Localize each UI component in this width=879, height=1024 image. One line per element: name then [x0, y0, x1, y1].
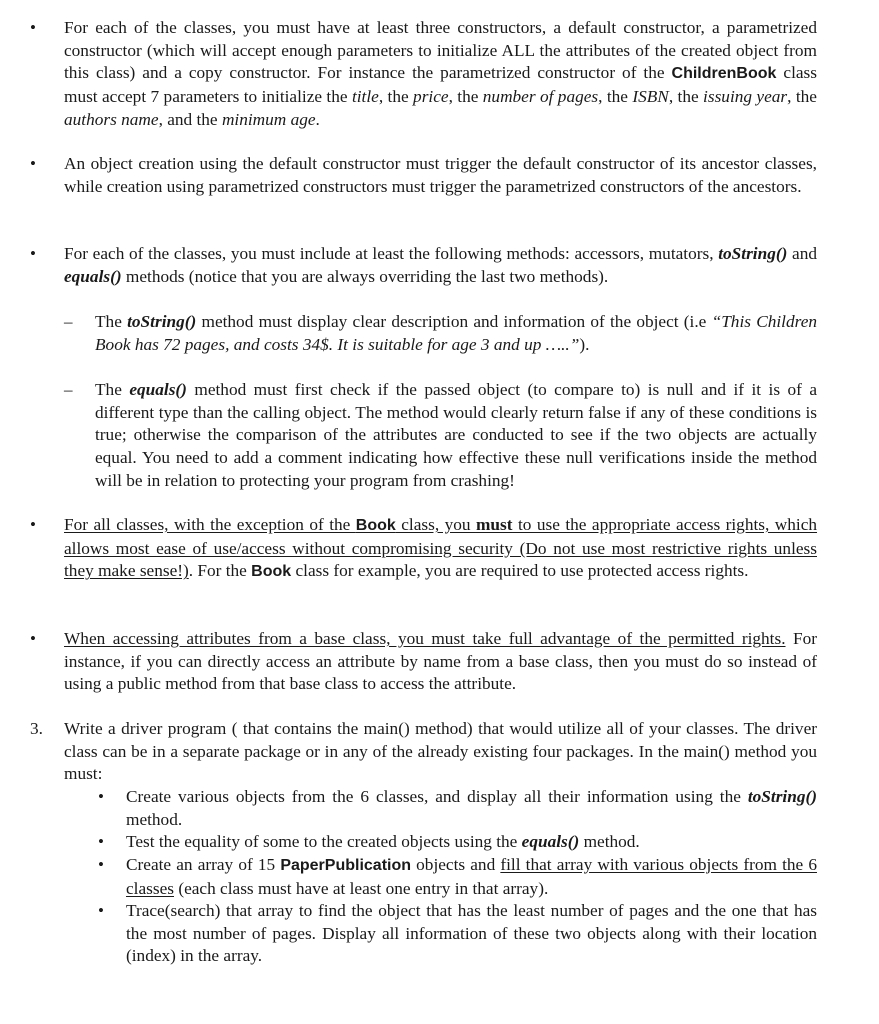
- attr-age: minimum age: [221, 109, 316, 129]
- driver-item-3-underlined: fill that array with various objects from the 6 classes: [126, 855, 817, 898]
- bullet-methods: •: [30, 244, 36, 263]
- attr-isbn: ISBN: [632, 87, 669, 107]
- tostring-paragraph: [95, 311, 817, 356]
- sep-5: , the: [787, 87, 817, 107]
- tostring-method-name-2: toString(): [127, 312, 197, 331]
- equals-text-2: method must first check if the passed object (to compare to) is null and if it is of a different type than the calling object. The method would clearly return false if any of these conditions is true; otherwise the comparison of the attributes are conducted to see if the two objects are actually equal. You need to add a comment indicating how effective these null verifications inside the method will be in relation to protecting your program from crashing!: [95, 380, 818, 490]
- driver-item-4: Trace(search) that array to find the object that has the least number of pages and the one that has the most number of pages. Display all information of these two objects along with their location (index) in the array.: [126, 901, 817, 966]
- driver-paragraph: Write a driver program ( that contains the main() method) that would utilize all of your classes. The driver class can be in a separate package or in any of the already existing four packages. In the main() method you must:: [64, 719, 817, 784]
- dash-tostring: –: [64, 312, 73, 331]
- methods-and: and: [787, 244, 818, 263]
- attr-author: authors name: [64, 109, 159, 129]
- access-text-5: class for example, you are required to use protected access rights.: [291, 561, 749, 581]
- book-class-name-2: Book: [251, 563, 292, 581]
- base-text-2: For instance, if you can directly access an attribute by name from a base class, then you must do so instead of using a public method from that base class to access the attribute.: [64, 629, 817, 694]
- sep-4: , the: [668, 87, 704, 107]
- access-text-2: class, you: [395, 515, 476, 534]
- item-number-3: 3.: [30, 719, 43, 738]
- tostring-end: ).: [579, 334, 590, 354]
- driver-item-3: [126, 854, 817, 900]
- attr-pages: number of pages: [482, 87, 599, 107]
- access-must: must: [475, 515, 513, 534]
- driver-item-3-text-2: objects and: [411, 855, 501, 874]
- driver-item-1: [126, 786, 817, 831]
- equals-text-1: The: [95, 380, 130, 399]
- base-text-1: When accessing attributes from a base class, you must take full advantage of the permitted rights.: [64, 629, 786, 648]
- tostring-method-name: toString(): [718, 244, 788, 263]
- sep-6: , and the: [158, 109, 222, 129]
- base-class-paragraph: [64, 628, 817, 696]
- equals-method-name: equals(): [64, 266, 122, 286]
- driver-item-1-text: Create various objects from the 6 classes, and display all their information using the: [126, 787, 748, 806]
- equals-method-name-2: equals(): [129, 380, 187, 399]
- bullet-access: •: [30, 515, 36, 534]
- bullet-base-class: •: [30, 629, 36, 648]
- driver-item-3-end: (each class must have at least one entry in that array).: [174, 878, 549, 898]
- childrenbook-class-name: ChildrenBook: [671, 65, 777, 83]
- attr-title: title: [351, 87, 379, 107]
- attr-price: price: [413, 87, 449, 107]
- bullet-driver-2: •: [98, 832, 104, 851]
- driver-equals: equals(): [521, 832, 580, 851]
- sep-1: , the: [378, 87, 414, 107]
- bullet-driver-1: •: [98, 787, 104, 806]
- bullet-ancestor: •: [30, 154, 36, 173]
- sep-2: , the: [448, 87, 483, 107]
- driver-item-2: [126, 831, 817, 854]
- dash-equals: –: [64, 380, 73, 399]
- ancestor-paragraph: An object creation using the default constructor must trigger the default constructor of its ancestor classes, while creation using parametrized constructors must trigger the parametrized constructors of the ancestors.: [64, 154, 817, 196]
- methods-text-2: methods (notice that you are always overriding the last two methods).: [121, 266, 609, 286]
- access-text-3: to use the appropriate access rights, which allows most ease of use/access without compromising security (Do not use most restrictive rights unless they make sense!): [64, 515, 818, 581]
- book-class-name: Book: [355, 517, 396, 534]
- constructors-text-1: For each of the classes, you must have at least three constructors, a default constructor, a parametrized constructor (which will accept enough parameters to initialize ALL the attributes of the created object from this class) and a copy constructor. For instance the parametrized constructor of the: [64, 18, 817, 83]
- access-text-1: For all classes, with the exception of the: [64, 515, 356, 534]
- attr-year: issuing year: [703, 87, 788, 107]
- sep-3: , the: [598, 87, 633, 107]
- driver-item-2-text: Test the equality of some to the created objects using the: [126, 832, 522, 851]
- access-paragraph: [64, 514, 817, 584]
- constructors-end: .: [315, 109, 320, 129]
- driver-item-3-text: Create an array of 15: [126, 855, 281, 874]
- bullet-constructors: •: [30, 18, 36, 37]
- driver-item-1-end: method.: [126, 809, 183, 829]
- driver-item-2-end: method.: [579, 832, 640, 851]
- tostring-text-2: method must display clear description and information of the object (i.e: [196, 312, 712, 331]
- paperpublication-class-name: PaperPublication: [280, 857, 412, 874]
- bullet-driver-4: •: [98, 901, 104, 920]
- methods-paragraph: [64, 243, 817, 288]
- driver-tostring: toString(): [747, 787, 817, 806]
- tostring-example-quote: “This Children Book has 72 pages, and costs 34$. It is suitable for age 3 and up …..”: [95, 312, 818, 354]
- bullet-driver-3: •: [98, 855, 104, 874]
- access-text-4: . For the: [188, 561, 252, 581]
- equals-paragraph: [95, 379, 817, 493]
- constructors-text-2: class must accept 7 parameters to initialize the: [64, 63, 817, 107]
- tostring-text-1: The: [95, 312, 128, 331]
- constructors-paragraph: [64, 17, 817, 132]
- methods-text-1: For each of the classes, you must include at least the following methods: accessors, mutators,: [64, 244, 719, 263]
